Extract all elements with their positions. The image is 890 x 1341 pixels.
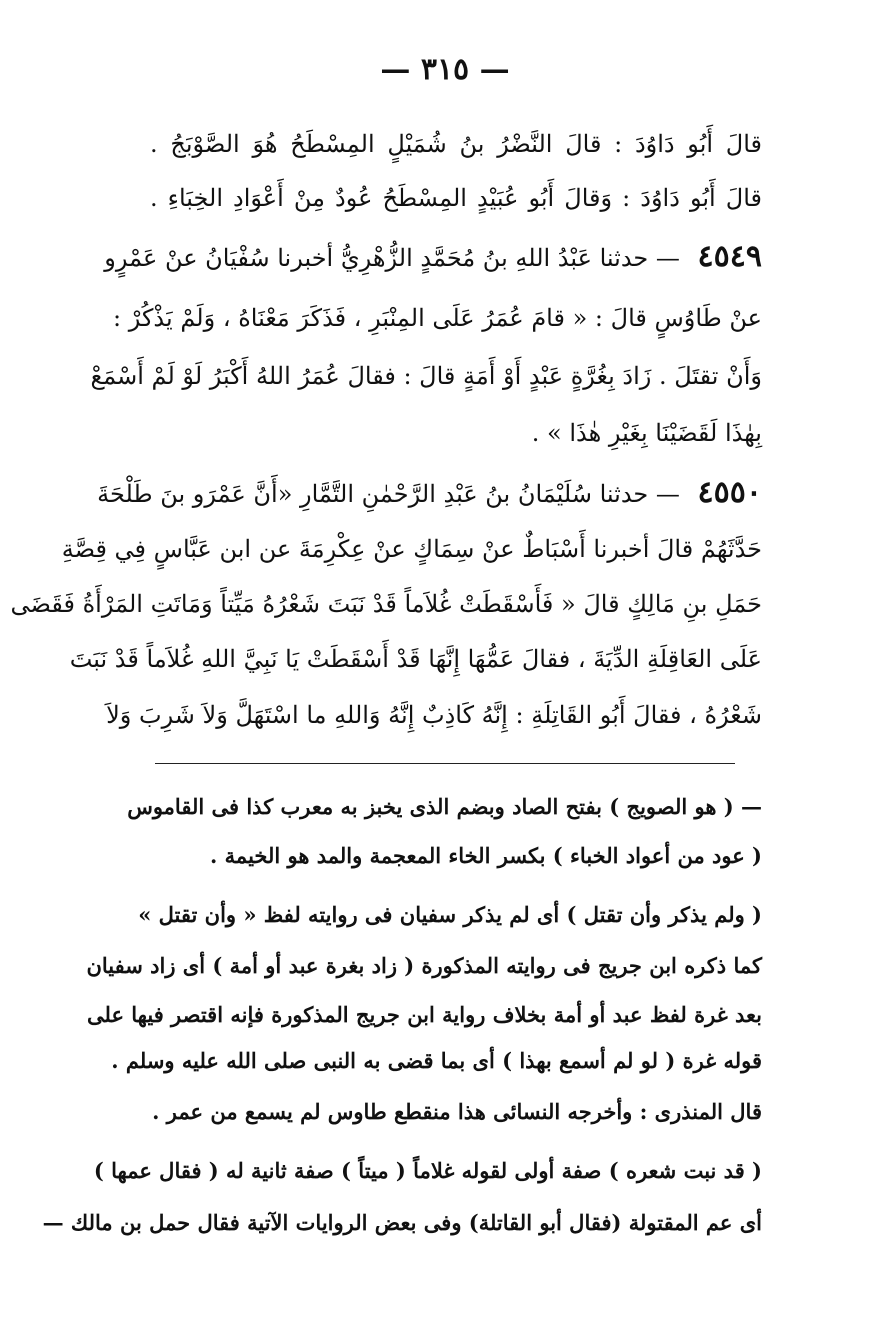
- hadith-number: ٤٥٥٠: [697, 475, 762, 510]
- hadith-line: [97, 475, 762, 510]
- text-line: حَدَّثَهُمْ قالَ أخبرنا أَسْبَاطٌ عنْ سِمَاكٍ عنْ عِكْرِمَةَ عن ابن عَبَّاسٍ فِي قِصَّةِ: [61, 535, 762, 563]
- page-number: — ٣١٥ —: [380, 52, 510, 87]
- footnote-line: ( ولم يذكر وأن تقتل ) أى لم يذكر سفيان فى روايته لفظ « وأن تقتل »: [138, 902, 762, 927]
- footnote-line: ( عود من أعواد الخباء ) بكسر الخاء المعجمة والمد هو الخيمة .: [210, 843, 762, 868]
- text-line: بِهٰذَا لَقَضَيْنَا بِغَيْرِ هٰذَا » .: [531, 419, 762, 447]
- text-line: عَلَى العَاقِلَةِ الدِّيَةَ ، فقالَ عَمُّهَا إِنَّهَا قَدْ أَسْقَطَتْ يَا نَبِيَّ اللهِ غُلاَماً قَدْ نَبَتَ: [69, 645, 762, 673]
- text-line: حَمَلِ بنِ مَالِكٍ قالَ « فَأَسْقَطَتْ غُلاَماً قَدْ نَبَتَ شَعْرُهُ مَيِّتاً وَمَاتَتِ المَرْأَةُ فَقَضَى: [10, 590, 762, 618]
- hadith-line: [104, 239, 762, 274]
- text-line: شَعْرُهُ ، فقالَ أَبُو القَاتِلَةِ : إِنَّهُ كَاذِبٌ إِنَّهُ وَاللهِ ما اسْتَهَلَّ وَلاَ شَرِبَ وَلاَ: [106, 701, 762, 729]
- footnote-line: ( قد نبت شعره ) صفة أولى لقوله غلاماً ( ميتاً ) صفة ثانية له ( فقال عمها ): [93, 1158, 762, 1183]
- footnote-line: قوله غرة ( لو لم أسمع بهذا ) أى بما قضى به النبى صلى الله عليه وسلم .: [111, 1048, 762, 1073]
- hadith-text: — حدثنا عَبْدُ اللهِ بنُ مُحَمَّدٍ الزُّهْرِيُّ أخبرنا سُفْيَانُ عنْ عَمْرٍو: [104, 244, 680, 272]
- text-line: عنْ طَاوُسٍ قالَ : « قامَ عُمَرُ عَلَى المِنْبَرِ ، فَذَكَرَ مَعْنَاهُ ، وَلَمْ يَذْكُرْ :: [113, 304, 762, 332]
- footnote-line: — ( هو الصويج ) بفتح الصاد وبضم الذى يخبز به معرب كذا فى القاموس: [127, 794, 762, 819]
- footnote-line: بعد غرة لفظ عبد أو أمة بخلاف رواية ابن جريج المذكورة فإنه اقتصر فيها على: [86, 1002, 762, 1027]
- text-line: قالَ أَبُو دَاوُدَ : قالَ النَّضْرُ بنُ شُمَيْلٍ المِسْطَحُ هُوَ الصَّوْبَجُ .: [150, 130, 762, 158]
- hadith-text: — حدثنا سُلَيْمَانُ بنُ عَبْدِ الرَّحْمٰنِ التَّمَّارِ «أَنَّ عَمْرَو بنَ طَلْحَةَ: [97, 480, 680, 508]
- footnote-line: قال المنذرى : وأخرجه النسائى هذا منقطع طاوس لم يسمع من عمر .: [152, 1099, 762, 1124]
- text-line: وَأَنْ تقتَلَ . زَادَ بِغُرَّةٍ عَبْدٍ أَوْ أَمَةٍ قالَ : فقالَ عُمَرُ اللهُ أَكْبَرُ لَوْ لَمْ أَسْمَعْ: [90, 362, 762, 390]
- hadith-number: ٤٥٤٩: [697, 239, 762, 274]
- text-line: قالَ أَبُو دَاوُدَ : وَقالَ أَبُو عُبَيْدٍ المِسْطَحُ عُودٌ مِنْ أَعْوَادِ الخِبَاءِ .: [150, 184, 762, 212]
- footnote-line: كما ذكره ابن جريج فى روايته المذكورة ( زاد بغرة عبد أو أمة ) أى زاد سفيان: [86, 953, 762, 978]
- footnote-line: أى عم المقتولة (فقال أبو القاتلة) وفى بعض الروايات الآتية فقال حمل بن مالك —: [42, 1210, 762, 1235]
- footnote-divider: [155, 763, 735, 764]
